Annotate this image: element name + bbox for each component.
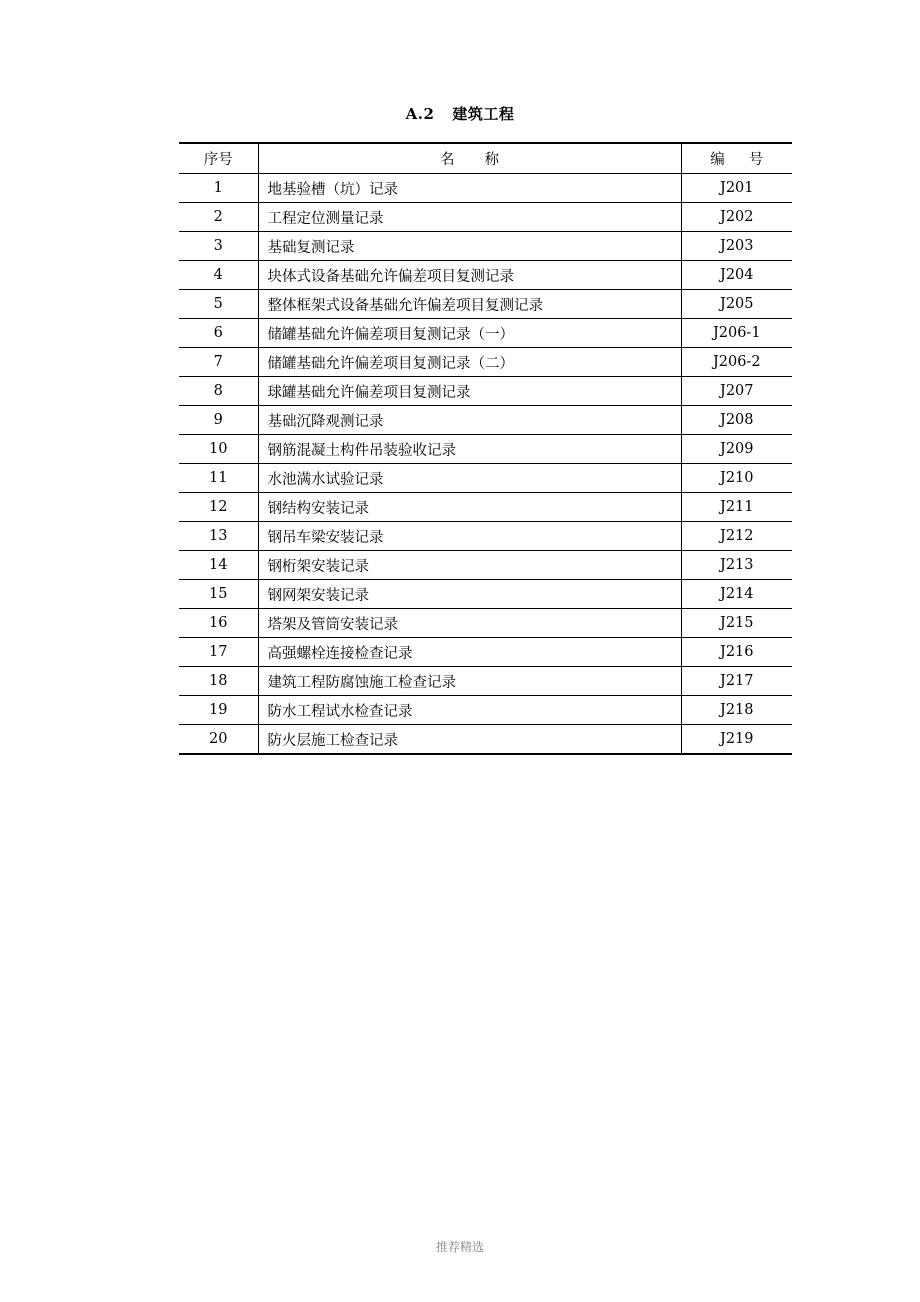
table-row [179, 493, 792, 522]
table-row [179, 464, 792, 493]
table-row [179, 174, 792, 203]
row-code: J214 [681, 580, 792, 609]
table-row [179, 725, 792, 755]
row-code: J207 [681, 377, 792, 406]
row-name: 地基验槽（坑）记录 [258, 174, 681, 203]
row-name: 基础沉降观测记录 [258, 406, 681, 435]
row-name: 防水工程试水检查记录 [258, 696, 681, 725]
row-no: 8 [179, 377, 258, 406]
header-code-label: 编号 [710, 152, 788, 168]
table-row [179, 522, 792, 551]
row-no: 20 [179, 725, 258, 755]
table-row [179, 667, 792, 696]
table-row [179, 580, 792, 609]
table-row [179, 609, 792, 638]
row-code: J203 [681, 232, 792, 261]
row-name: 储罐基础允许偏差项目复测记录（二） [258, 348, 681, 377]
row-code: J218 [681, 696, 792, 725]
row-code: J212 [681, 522, 792, 551]
row-no: 18 [179, 667, 258, 696]
row-code: J206-2 [681, 348, 792, 377]
row-no: 4 [179, 261, 258, 290]
row-no: 12 [179, 493, 258, 522]
row-name: 储罐基础允许偏差项目复测记录（一） [258, 319, 681, 348]
row-no: 3 [179, 232, 258, 261]
records-table [179, 142, 792, 755]
row-no: 14 [179, 551, 258, 580]
table-row [179, 261, 792, 290]
row-name: 塔架及管筒安装记录 [258, 609, 681, 638]
row-code: J204 [681, 261, 792, 290]
row-name: 高强螺栓连接检查记录 [258, 638, 681, 667]
row-code: J201 [681, 174, 792, 203]
table-row [179, 348, 792, 377]
row-name: 钢桁架安装记录 [258, 551, 681, 580]
table-row [179, 377, 792, 406]
row-name: 钢筋混凝土构件吊装验收记录 [258, 435, 681, 464]
row-no: 16 [179, 609, 258, 638]
row-name: 整体框架式设备基础允许偏差项目复测记录 [258, 290, 681, 319]
row-no: 19 [179, 696, 258, 725]
table-row [179, 638, 792, 667]
header-code [681, 143, 792, 174]
table-header-row [179, 143, 792, 174]
section-title: 建筑工程 [452, 105, 515, 123]
row-name: 防火层施工检查记录 [258, 725, 681, 755]
row-name: 工程定位测量记录 [258, 203, 681, 232]
row-code: J205 [681, 290, 792, 319]
row-code: J216 [681, 638, 792, 667]
row-no: 10 [179, 435, 258, 464]
row-no: 11 [179, 464, 258, 493]
row-code: J210 [681, 464, 792, 493]
table-row [179, 696, 792, 725]
table-row [179, 551, 792, 580]
table-row [179, 290, 792, 319]
header-name [258, 143, 681, 174]
row-name: 建筑工程防腐蚀施工检查记录 [258, 667, 681, 696]
row-no: 17 [179, 638, 258, 667]
row-no: 13 [179, 522, 258, 551]
table-row [179, 406, 792, 435]
section-heading [0, 103, 920, 124]
row-code: J217 [681, 667, 792, 696]
row-name: 球罐基础允许偏差项目复测记录 [258, 377, 681, 406]
table-row [179, 232, 792, 261]
header-name-label: 名称 [440, 152, 529, 168]
row-no: 6 [179, 319, 258, 348]
row-code: J202 [681, 203, 792, 232]
row-code: J219 [681, 725, 792, 755]
section-number: A.2 [405, 105, 435, 123]
row-name: 块体式设备基础允许偏差项目复测记录 [258, 261, 681, 290]
table-row [179, 435, 792, 464]
table-row [179, 319, 792, 348]
row-code: J209 [681, 435, 792, 464]
row-no: 15 [179, 580, 258, 609]
row-code: J215 [681, 609, 792, 638]
row-name: 钢网架安装记录 [258, 580, 681, 609]
table-row [179, 203, 792, 232]
row-name: 基础复测记录 [258, 232, 681, 261]
row-no: 5 [179, 290, 258, 319]
row-no: 1 [179, 174, 258, 203]
row-code: J208 [681, 406, 792, 435]
row-code: J213 [681, 551, 792, 580]
row-name: 水池满水试验记录 [258, 464, 681, 493]
header-no: 序号 [179, 143, 258, 174]
row-no: 7 [179, 348, 258, 377]
row-code: J206-1 [681, 319, 792, 348]
page-footer: 推荐精选 [435, 1240, 484, 1254]
row-name: 钢结构安装记录 [258, 493, 681, 522]
row-no: 2 [179, 203, 258, 232]
row-code: J211 [681, 493, 792, 522]
row-no: 9 [179, 406, 258, 435]
row-name: 钢吊车梁安装记录 [258, 522, 681, 551]
